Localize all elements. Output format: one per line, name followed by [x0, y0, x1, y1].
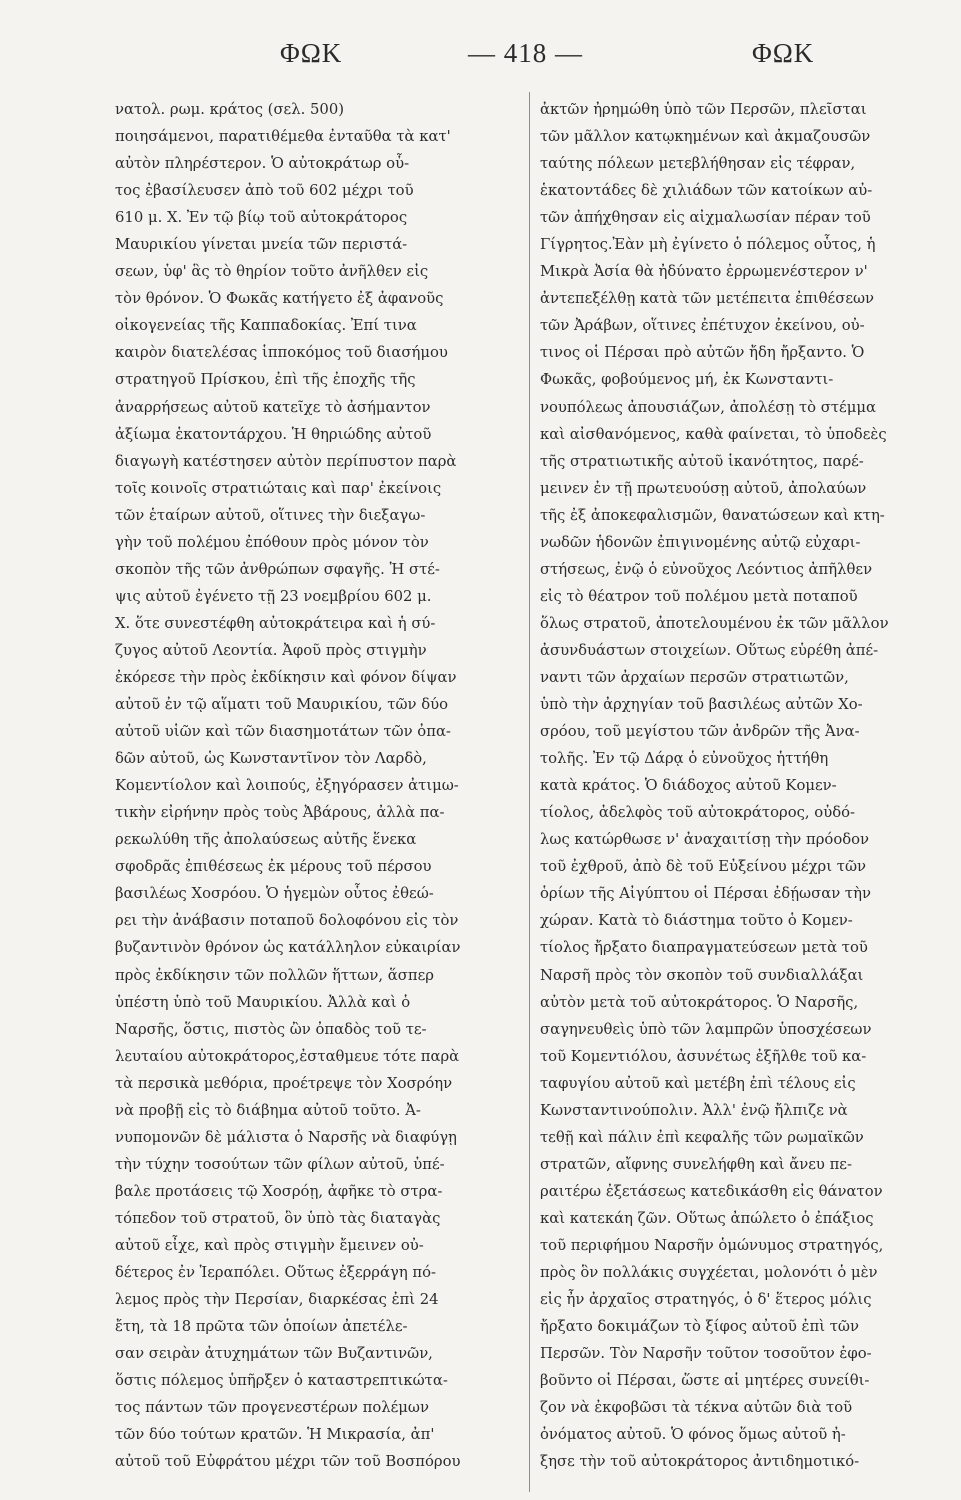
text-line: καὶ κατεκάη ζῶν. Οὕτως ἀπώλετο ὁ ἐπάξιος — [540, 1209, 874, 1227]
text-line: ἤρξατο δοκιμάζων τὸ ξίφος αὐτοῦ ἐπὶ τῶν — [540, 1318, 859, 1336]
text-line: Φωκᾶς, φοβούμενος μή, ἐκ Κωνσταντι- — [540, 371, 834, 389]
left-column — [115, 96, 505, 1475]
text-line: τῆς ἐξ ἀποκεφαλισμῶν, θανατώσεων καὶ κτη- — [540, 506, 885, 524]
text-line: μεινεν ἐν τῇ πρωτευούσῃ αὐτοῦ, ἀπολαύων — [540, 479, 867, 497]
text-line: ἑκατοντάδες δὲ χιλιάδων τῶν κατοίκων αὐ- — [540, 182, 873, 200]
text-line: τοῦ ἐχθροῦ, ἀπὸ δὲ τοῦ Εὐξείνου μέχρι τῶν — [540, 858, 867, 876]
text-line: τοῦ Κομεντιόλου, ἀσυνέτως ἐξῆλθε τοῦ κα- — [540, 1047, 867, 1065]
text-line: ὅστις πόλεμος ὑπῆρξεν ὁ καταστρεπτικώτα- — [115, 1372, 448, 1390]
text-line: Ναρσῆς, ὅστις, πιστὸς ὢν ὀπαδὸς τοῦ τε- — [115, 1020, 427, 1038]
text-line: νατολ. ρωμ. κράτος (σελ. 500) — [115, 101, 345, 118]
text-line: τῶν Ἀράβων, οἵτινες ἐπέτυχον ἐκείνου, οὐ- — [540, 317, 865, 335]
text-line: τὸν θρόνον. Ὁ Φωκᾶς κατήγετο ἐξ ἀφανοῦς — [115, 290, 444, 308]
text-line: 610 μ. Χ. Ἐν τῷ βίῳ τοῦ αὐτοκράτορος — [115, 209, 408, 227]
text-line: τῆς στρατιωτικῆς αὐτοῦ ἱκανότητος, παρέ- — [540, 452, 864, 470]
text-line: αὐτοῦ ἐν τῷ αἵματι τοῦ Μαυρικίου, τῶν δύο — [115, 696, 449, 714]
text-line: Κομεντίολον καὶ λοιπούς, ἐξηγόρασεν ἀτιμω- — [115, 777, 459, 795]
text-line: Περσῶν. Τὸν Ναρσῆν τοῦτον τοσοῦτον ἐφο- — [540, 1345, 872, 1363]
text-line: σεων, ὑφ' ἃς τὸ θηρίον τοῦτο ἀνῆλθεν εἰς — [115, 263, 429, 281]
text-line: βυζαντινὸν θρόνον ὡς κατάλληλον εὐκαιρίαν — [115, 939, 461, 957]
text-line: ἀσυνδυάστων στοιχείων. Οὕτως εὑρέθη ἀπέ- — [540, 641, 879, 659]
text-line: δῶν αὐτοῦ, ὡς Κωνσταντῖνον τὸν Λαρδὸ, — [115, 750, 427, 768]
column-divider — [529, 92, 530, 1492]
text-line: ξησε τὴν τοῦ αὐτοκράτορος ἀντιδημοτικό- — [540, 1453, 860, 1471]
text-line: νουπόλεως ἀπουσιάζων, ἀπολέσῃ τὸ στέμμα — [540, 398, 876, 416]
text-line: τοῦ περιφήμου Ναρσῆν ὁμώνυμος στρατηγός, — [540, 1236, 884, 1254]
text-line: χώραν. Κατὰ τὸ διάστημα τοῦτο ὁ Κομεν- — [540, 912, 853, 930]
text-line: στρατηγοῦ Πρίσκου, ἐπὶ τῆς ἐποχῆς τῆς — [115, 371, 416, 389]
text-line: ταύτης πόλεων μετεβλήθησαν εἰς τέφραν, — [540, 155, 856, 173]
text-line: αὐτὸν μετὰ τοῦ αὐτοκράτορος. Ὁ Ναρσῆς, — [540, 993, 859, 1011]
text-line: λως κατώρθωσε ν' ἀναχαιτίσῃ τὴν πρόοδον — [540, 831, 870, 849]
text-line: τικὴν εἰρήνην πρὸς τοὺς Ἀβάρους, ἀλλὰ πα- — [115, 804, 445, 822]
text-line: ψις αὐτοῦ ἐγένετο τῇ 23 νοεμβρίου 602 μ. — [115, 587, 432, 605]
page-header — [0, 38, 961, 78]
text-line: Ναρσῆ πρὸς τὸν σκοπὸν τοῦ συνδιαλλάξαι — [540, 966, 864, 984]
text-line: τεθῇ καὶ πάλιν ἐπὶ κεφαλῆς τῶν ρωμαϊκῶν — [540, 1128, 864, 1146]
text-line: ζον νὰ ἐκφοβῶσι τὰ τέκνα αὐτῶν διὰ τοῦ — [540, 1399, 853, 1417]
text-line: στήσεως, ἐνῷ ὁ εὐνοῦχος Λεόντιος ἀπῆλθεν — [540, 560, 873, 578]
text-line: τινος οἱ Πέρσαι πρὸ αὐτῶν ἤδη ἤρξαντο. Ὁ — [540, 344, 865, 362]
text-line: σαγηνευθεὶς ὑπὸ τῶν λαμπρῶν ὑποσχέσεων — [540, 1020, 872, 1038]
header-right-entry: ΦΩΚ — [752, 38, 815, 68]
text-line: λεμος πρὸς τὴν Περσίαν, διαρκέσας ἐπὶ 24 — [115, 1291, 439, 1309]
text-line: εἰς ἦν ἀρχαῖος στρατηγός, ὁ δ' ἕτερος μόλις — [540, 1291, 872, 1309]
text-line: σρόου, τοῦ μεγίστου τῶν ἀνδρῶν τῆς Ἀνα- — [540, 723, 860, 741]
text-line: τόπεδον τοῦ στρατοῦ, ὃν ὑπὸ τὰς διαταγὰς — [115, 1209, 441, 1227]
text-line: ραιτέρω ἐξετάσεως κατεδικάσθη εἰς θάνατον — [540, 1182, 883, 1200]
text-line: ζυγος αὐτοῦ Λεοντία. Ἀφοῦ πρὸς στιγμὴν — [115, 641, 427, 659]
text-line: ἀναρρήσεως αὐτοῦ κατεῖχε τὸ ἀσήμαντον — [115, 398, 431, 416]
text-line: τοῖς κοινοῖς στρατιώταις καὶ παρ' ἐκείνοις — [115, 479, 442, 497]
text-line: τίολος ἤρξατο διαπραγματεύσεων μετὰ τοῦ — [540, 939, 868, 957]
text-line: στρατῶν, αἴφνης συνελήφθη καὶ ἄνευ πε- — [540, 1155, 852, 1173]
text-line: αὐτοῦ υἱῶν καὶ τῶν διασημοτάτων τῶν ὀπα- — [115, 723, 451, 741]
text-line: λευταίου αὐτοκράτορος,ἐσταθμευε τότε παρὰ — [115, 1047, 460, 1065]
text-line: ναντι τῶν ἀρχαίων περσῶν στρατιωτῶν, — [540, 668, 849, 686]
text-line: βασιλέως Χοσρόου. Ὁ ἡγεμὼν οὗτος ἐθεώ- — [115, 885, 434, 903]
text-line: διαγωγὴ κατέστησεν αὐτὸν περίπυστον παρὰ — [115, 452, 457, 470]
text-line: ποιησάμενοι, παρατιθέμεθα ἐνταῦθα τὰ κατ' — [115, 128, 451, 146]
text-line: Χ. ὅτε συνεστέφθη αὐτοκράτειρα καὶ ἡ σύ- — [115, 614, 436, 632]
text-line: τολῆς. Ἐν τῷ Δάρᾳ ὁ εὐνοῦχος ἡττήθη — [540, 750, 829, 768]
text-line: ὑπὸ τὴν ἀρχηγίαν τοῦ βασιλέως αὐτῶν Χο- — [540, 696, 863, 714]
text-line: ρεκωλύθη τῆς ἀπολαύσεως αὐτῆς ἕνεκα — [115, 831, 417, 849]
text-line: ταφυγίου αὐτοῦ καὶ μετέβη ἐπὶ τέλους εἰς — [540, 1074, 856, 1092]
text-line: ἔτη, τὰ 18 πρῶτα τῶν ὁποίων ἀπετέλε- — [115, 1318, 408, 1336]
text-line: γὴν τοῦ πολέμου ἐπόθουν πρὸς μόνον τὸν — [115, 533, 429, 551]
text-line: τὰ περσικὰ μεθόρια, προέτρεψε τὸν Χοσρόην — [115, 1074, 453, 1092]
right-column — [540, 96, 955, 1475]
text-line: Κωνσταντινούπολιν. Ἀλλ' ἐνῷ ἤλπιζε νὰ — [540, 1101, 848, 1119]
text-line: ὑπέστη ὑπὸ τοῦ Μαυρικίου. Ἀλλὰ καὶ ὁ — [115, 993, 411, 1011]
header-left-entry: ΦΩΚ — [280, 38, 343, 68]
text-line: καιρὸν διατελέσας ἱπποκόμος τοῦ διασήμου — [115, 344, 448, 362]
text-line: Μαυρικίου γίνεται μνεία τῶν περιστά- — [115, 236, 408, 254]
text-line: νὰ προβῇ εἰς τὸ διάβημα αὐτοῦ τοῦτο. Ἀ- — [115, 1101, 421, 1119]
text-line: Γίγρητος.Ἐὰν μὴ ἐγίνετο ὁ πόλεμος οὗτος, ἡ — [540, 236, 876, 254]
text-line: τῶν ἀπήχθησαν εἰς αἰχμαλωσίαν πέραν τοῦ — [540, 209, 871, 227]
text-line: σφοδρᾶς ἐπιθέσεως ἐκ μέρους τοῦ πέρσου — [115, 858, 432, 876]
text-line: ὅλως στρατοῦ, ἀποτελουμένου ἐκ τῶν μᾶλλον — [540, 614, 889, 632]
text-line: τὴν τύχην τοσούτων τῶν φίλων αὐτοῦ, ὑπέ- — [115, 1155, 445, 1173]
text-line: νυπομονῶν δὲ μάλιστα ὁ Ναρσῆς νὰ διαφύγῃ — [115, 1128, 457, 1146]
text-line: τῶν μᾶλλον κατῳκημένων καὶ ἀκμαζουσῶν — [540, 128, 871, 146]
text-line: τίολος, ἀδελφὸς τοῦ αὐτοκράτορος, οὐδό- — [540, 804, 856, 822]
text-line: ἀξίωμα ἑκατοντάρχου. Ἡ θηριώδης αὐτοῦ — [115, 425, 432, 443]
text-line: βαλε προτάσεις τῷ Χοσρόῃ, ἀφῆκε τὸ στρα- — [115, 1182, 443, 1200]
text-line: αὐτοῦ τοῦ Εὐφράτου μέχρι τῶν τοῦ Βοσπόρου — [115, 1453, 461, 1471]
text-line: πρὸς ὃν πολλάκις συγχέεται, μολονότι ὁ μὲν — [540, 1264, 878, 1282]
text-line: πρὸς ἐκδίκησιν τῶν πολλῶν ἥττων, ἅσπερ — [115, 966, 434, 984]
text-line: τῶν ἑταίρων αὐτοῦ, οἵτινες τὴν διεξαγω- — [115, 506, 426, 524]
text-line: καὶ αἰσθανόμενος, καθὰ φαίνεται, τὸ ὑποδεὲς — [540, 425, 887, 443]
text-line: δέτερος ἐν Ἱεραπόλει. Οὕτως ἐξερράγη πό- — [115, 1264, 437, 1282]
text-line: αὐτὸν πληρέστερον. Ὁ αὐτοκράτωρ οὗ- — [115, 155, 410, 173]
text-line: Μικρὰ Ἀσία θὰ ἠδύνατο ἐρρωμενέστερον ν' — [540, 263, 868, 281]
text-line: ὀνόματος αὐτοῦ. Ὁ φόνος ὅμως αὐτοῦ ἠ- — [540, 1426, 846, 1444]
text-line: ἐκόρεσε τὴν πρὸς ἐκδίκησιν καὶ φόνον δίψαν — [115, 668, 457, 686]
text-line: ἀντεπεξέλθῃ κατὰ τῶν μετέπειτα ἐπιθέσεων — [540, 290, 875, 308]
text-line: βοῦντο οἱ Πέρσαι, ὥστε αἱ μητέρες συνείθι- — [540, 1372, 870, 1390]
text-line: εἰς τὸ θέατρον τοῦ πολέμου μετὰ ποταποῦ — [540, 587, 858, 605]
text-line: νωδῶν ἡδονῶν ἐπιγινομένης αὐτῷ εὐχαρι- — [540, 533, 861, 551]
text-line: τος πάντων τῶν προγενεστέρων πολέμων — [115, 1399, 429, 1417]
text-line: ἀκτῶν ἠρημώθη ὑπὸ τῶν Περσῶν, πλεῖσται — [540, 101, 867, 118]
page-number: — 418 — — [468, 38, 583, 68]
text-line: κατὰ κράτος. Ὁ διάδοχος αὐτοῦ Κομεν- — [540, 777, 837, 795]
text-line: αὐτοῦ εἶχε, καὶ πρὸς στιγμὴν ἔμεινεν οὐ- — [115, 1236, 424, 1254]
text-line: οἰκογενείας τῆς Καππαδοκίας. Ἐπί τινα — [115, 317, 417, 335]
text-line: τος ἐβασίλευσεν ἀπὸ τοῦ 602 μέχρι τοῦ — [115, 182, 414, 200]
text-line: σαν σειρὰν ἀτυχημάτων τῶν Βυζαντινῶν, — [115, 1345, 433, 1363]
text-line: ὁρίων τῆς Αἰγύπτου οἱ Πέρσαι ἐδῄωσαν τὴν — [540, 885, 871, 903]
text-line: σκοπὸν τῆς τῶν ἀνθρώπων σφαγῆς. Ἡ στέ- — [115, 560, 440, 578]
text-line: ρει τὴν ἀνάβασιν ποταποῦ δολοφόνου εἰς τὸν — [115, 912, 459, 930]
text-line: τῶν δύο τούτων κρατῶν. Ἡ Μικρασία, ἀπ' — [115, 1426, 435, 1444]
